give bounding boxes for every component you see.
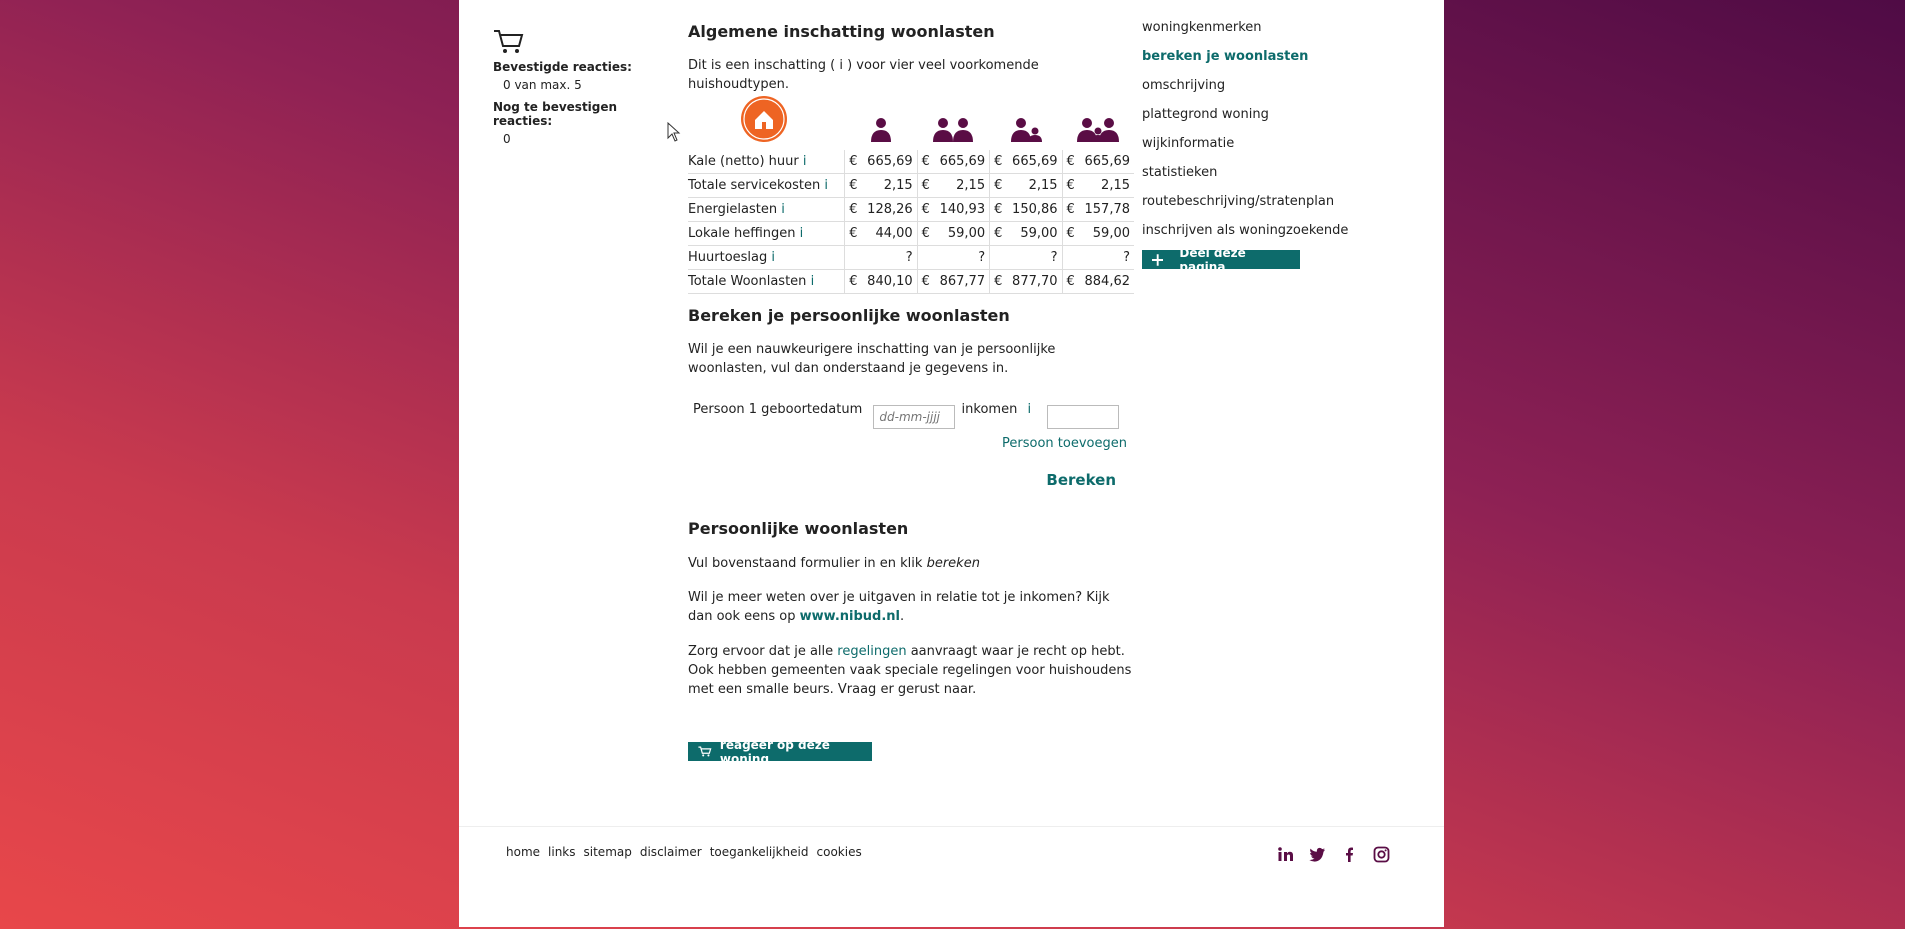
cost-value: 840,10 [867, 274, 913, 289]
cost-row-label: Totale Woonlasten [688, 274, 807, 289]
page-panel [459, 0, 1444, 927]
pending-label: Nog te bevestigen reacties: [493, 100, 618, 128]
cost-value-cell [845, 150, 917, 174]
cost-value-cell [917, 222, 989, 246]
cost-value: ? [1050, 250, 1058, 265]
currency-symbol: € [994, 178, 1003, 193]
instagram-icon[interactable] [1373, 846, 1390, 863]
shopping-cart-icon[interactable] [493, 28, 525, 56]
plus-icon [1152, 254, 1163, 266]
cost-table [688, 90, 1134, 294]
cost-value: 59,00 [947, 226, 986, 241]
cost-value: ? [978, 250, 986, 265]
estimate-title: Algemene inschatting woonlasten [688, 22, 995, 41]
cost-row [688, 174, 1134, 198]
footer-link-cookies[interactable]: cookies [816, 845, 862, 859]
income-input[interactable] [1047, 405, 1119, 429]
confirmed-value: 0 van max. 5 [503, 78, 582, 92]
twitter-icon[interactable] [1309, 846, 1326, 863]
cost-value: 867,77 [939, 274, 986, 289]
sidebar-item-statistieken[interactable]: statistieken [1142, 165, 1218, 180]
household-single-parent-icon [990, 90, 1062, 150]
currency-symbol: € [1066, 226, 1075, 241]
linkedin-icon[interactable] [1277, 846, 1294, 863]
regelingen-suffix: aanvraagt waar je recht op hebt. Ook hebben gemeenten vaak speciale regelingen voor huishoudens met een smalle beurs. Vraag er gerust naar. [688, 644, 1132, 697]
cost-value-cell [990, 246, 1062, 270]
cost-value-cell [1062, 222, 1134, 246]
income-label: inkomen [961, 402, 1018, 417]
share-page-label: Deel deze pagina [1179, 245, 1246, 274]
nibud-text: Wil je meer weten over je uitgaven in relatie tot je inkomen? Kijk dan ook eens op [688, 590, 1110, 624]
cost-value-cell [1062, 198, 1134, 222]
cost-value: 140,93 [939, 202, 986, 217]
cost-value-cell [845, 270, 917, 294]
estimate-intro: Dit is een inschatting ( i ) voor vier veel voorkomende huishoudtypen. [688, 58, 1039, 92]
household-family-icon [1062, 90, 1134, 150]
sidebar-item-wijkinformatie[interactable]: wijkinformatie [1142, 136, 1235, 151]
result-instruction-text: Vul bovenstaand formulier in en klik [688, 556, 927, 571]
cost-value: 157,78 [1084, 202, 1130, 217]
footer-link-disclaimer[interactable]: disclaimer [639, 845, 702, 859]
birthdate-input[interactable] [873, 405, 955, 429]
cost-value-cell [990, 174, 1062, 198]
currency-symbol: € [994, 154, 1003, 169]
cost-row-label: Lokale heffingen [688, 226, 796, 241]
cost-value: 59,00 [1020, 226, 1058, 241]
cost-value-cell [990, 270, 1062, 294]
currency-symbol: € [994, 202, 1003, 217]
currency-symbol: € [994, 226, 1003, 241]
footer-divider [459, 826, 1444, 827]
cost-value: 665,69 [1012, 154, 1058, 169]
household-single-icon [845, 90, 917, 150]
cost-value-cell [845, 222, 917, 246]
result-title: Persoonlijke woonlasten [688, 519, 909, 538]
income-info-link[interactable]: i [1027, 402, 1032, 417]
regelingen-text: Zorg ervoor dat je alle [688, 644, 838, 659]
cost-value-cell [1062, 150, 1134, 174]
currency-symbol: € [921, 274, 930, 289]
cost-value: 877,70 [1012, 274, 1058, 289]
cost-value: 2,15 [883, 178, 913, 193]
cost-value-cell [917, 246, 989, 270]
cost-value: 2,15 [1028, 178, 1058, 193]
cost-value-cell [917, 150, 989, 174]
currency-symbol: € [849, 226, 858, 241]
cost-value-cell [990, 198, 1062, 222]
calculate-button[interactable]: Bereken [1046, 471, 1116, 489]
cost-value: 59,00 [1092, 226, 1130, 241]
person-row [693, 402, 1119, 429]
cost-value-cell [845, 246, 917, 270]
confirmed-label: Bevestigde reacties: [493, 60, 632, 74]
footer-links [506, 845, 870, 859]
regelingen-paragraph [688, 642, 1134, 699]
currency-symbol: € [921, 202, 930, 217]
result-instruction-em: bereken [926, 556, 980, 571]
cost-row-label-cell [688, 246, 845, 270]
cost-value: 44,00 [875, 226, 913, 241]
cost-row-info-link[interactable]: i [802, 154, 807, 169]
cost-value: 2,15 [956, 178, 986, 193]
cost-value-cell [845, 174, 917, 198]
sidebar-item-woningkenmerken[interactable]: woningkenmerken [1142, 20, 1262, 35]
badge-cell [688, 90, 845, 150]
woonlasten-in-beeld-logo[interactable] [741, 96, 787, 142]
cost-row-info-link[interactable]: i [824, 178, 828, 193]
cost-row-label: Huurtoeslag [688, 250, 768, 265]
person-birthdate-label: Persoon 1 geboortedatum [693, 402, 863, 417]
cost-row-label-cell [688, 222, 845, 246]
currency-symbol: € [921, 154, 930, 169]
footer-link-toegankelijkheid[interactable]: toegankelijkheid [709, 845, 809, 859]
cost-value: 884,62 [1084, 274, 1130, 289]
cost-row [688, 246, 1134, 270]
cost-value-cell [917, 270, 989, 294]
facebook-icon[interactable] [1341, 846, 1358, 863]
cost-row-info-link[interactable]: i [799, 226, 804, 241]
react-button[interactable] [688, 737, 872, 766]
cost-row-label: Kale (netto) huur [688, 154, 799, 169]
cart-icon [698, 745, 712, 758]
react-button-label: reageer op deze woning [719, 737, 830, 766]
cost-value-cell [1062, 270, 1134, 294]
mouse-cursor-icon [667, 122, 681, 142]
sidebar-item-inschrijven-als-woningzoekende[interactable]: inschrijven als woningzoekende [1142, 223, 1349, 238]
cost-value: 665,69 [939, 154, 986, 169]
cost-value-cell [1062, 246, 1134, 270]
cost-row-label-cell [688, 174, 845, 198]
cost-row-label-cell [688, 150, 845, 174]
sidebar-item-plattegrond-woning[interactable]: plattegrond woning [1142, 107, 1269, 122]
regelingen-link[interactable]: regelingen [837, 644, 907, 659]
sidebar-item-bereken-je-woonlasten[interactable]: bereken je woonlasten [1142, 49, 1309, 64]
currency-symbol: € [1066, 154, 1075, 169]
social-links [1277, 846, 1390, 863]
cost-row-label: Energielasten [688, 202, 778, 217]
cost-value-cell [1062, 174, 1134, 198]
cost-row [688, 270, 1134, 294]
cost-value-cell [917, 174, 989, 198]
cost-value: 2,15 [1101, 178, 1130, 193]
cost-row [688, 222, 1134, 246]
side-navigation [1142, 18, 1372, 274]
cost-row-info-link[interactable]: i [810, 274, 815, 289]
currency-symbol: € [849, 202, 858, 217]
cost-row-info-link[interactable]: i [781, 202, 785, 217]
nibud-link[interactable]: www.nibud.nl [799, 609, 901, 624]
share-page-button[interactable] [1142, 245, 1300, 274]
currency-symbol: € [849, 274, 858, 289]
cost-value: 150,86 [1012, 202, 1058, 217]
currency-symbol: € [849, 178, 858, 193]
cost-row-label-cell [688, 270, 845, 294]
cost-value-cell [990, 222, 1062, 246]
sidebar-item-routebeschrijving-stratenplan[interactable]: routebeschrijving/stratenplan [1142, 194, 1335, 209]
currency-symbol: € [921, 178, 930, 193]
cost-value: ? [1123, 250, 1130, 265]
currency-symbol: € [1066, 178, 1075, 193]
footer-link-links[interactable]: links [548, 845, 576, 859]
currency-symbol: € [1066, 274, 1075, 289]
household-couple-icon [917, 90, 989, 150]
footer-link-sitemap[interactable]: sitemap [583, 845, 632, 859]
currency-symbol: € [1066, 202, 1075, 217]
cost-row-label: Totale servicekosten [688, 178, 821, 193]
result-instruction [688, 554, 1134, 573]
cost-value-cell [845, 198, 917, 222]
cost-row [688, 150, 1134, 174]
cost-value: 665,69 [1084, 154, 1130, 169]
reactions-box [493, 28, 663, 146]
pending-value: 0 [503, 132, 511, 146]
cost-row [688, 198, 1134, 222]
cost-row-label-cell [688, 198, 845, 222]
nibud-paragraph [688, 588, 1134, 626]
personal-intro: Wil je een nauwkeurigere inschatting van je persoonlijke woonlasten, vul dan onderstaand je gegevens in. [688, 342, 1056, 376]
currency-symbol: € [849, 154, 858, 169]
cost-value: 128,26 [867, 202, 913, 217]
cost-value-cell [917, 198, 989, 222]
cost-value-cell [990, 150, 1062, 174]
cost-row-info-link[interactable]: i [771, 250, 776, 265]
nibud-suffix: . [900, 609, 905, 624]
currency-symbol: € [994, 274, 1003, 289]
add-person-link[interactable]: Persoon toevoegen [1002, 436, 1127, 451]
cost-value: 665,69 [867, 154, 913, 169]
currency-symbol: € [921, 226, 930, 241]
footer-link-home[interactable]: home [506, 845, 541, 859]
cost-value: ? [905, 250, 913, 265]
personal-title: Bereken je persoonlijke woonlasten [688, 306, 1010, 325]
sidebar-item-omschrijving[interactable]: omschrijving [1142, 78, 1226, 93]
